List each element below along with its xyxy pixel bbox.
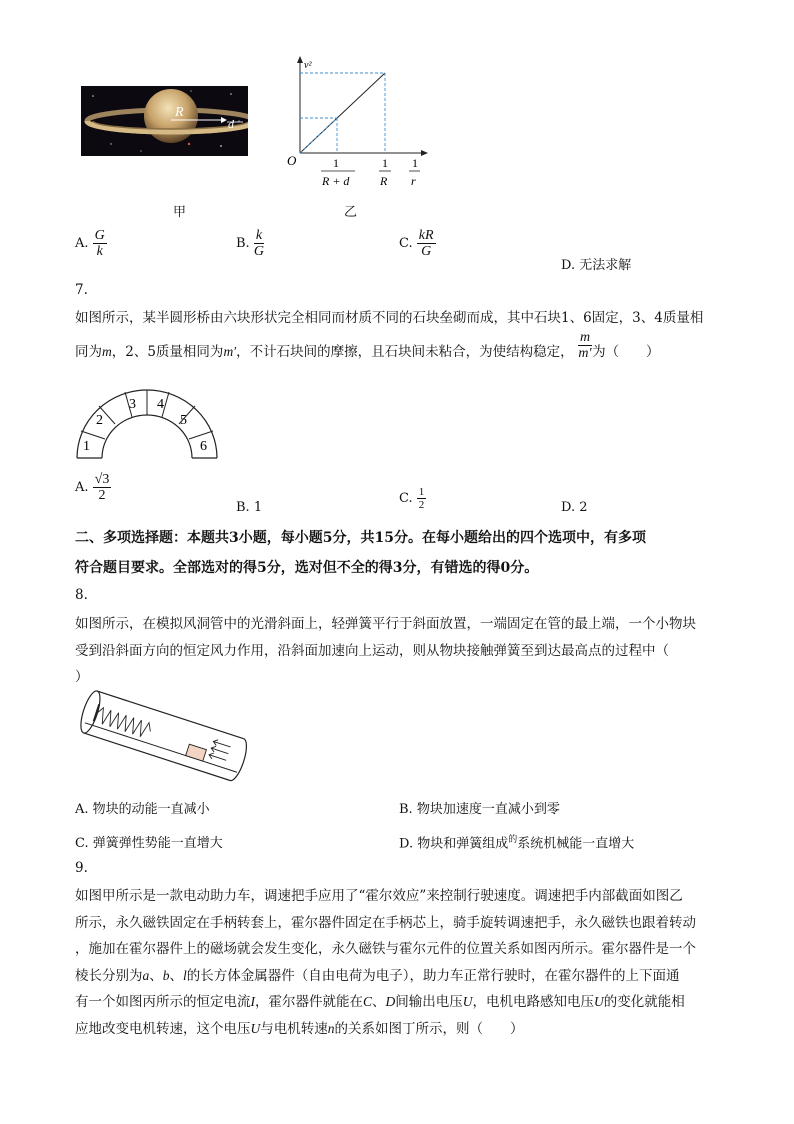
section2-header-line2: 符合题目要求。全部选对的得5分，选对但不全的得3分，有错选的得0分。 bbox=[75, 560, 539, 576]
q7-option-a-frac: $\frac{√3}{2}$ bbox=[94, 472, 110, 503]
q6-option-c-frac: $\frac{kR}{G}$ bbox=[418, 228, 434, 259]
block-6: 6 bbox=[200, 439, 207, 454]
q9-text-line5: 有一个如图丙所示的恒定电流I，霍尔器件就能在C、D间输出电压U，电机电路感知电压U的变化就能相 bbox=[75, 994, 685, 1010]
q9-text-line3: ，施加在霍尔器件上的磁场就会发生变化，永久磁铁与霍尔元件的位置关系如图丙所示。霍尔器件是一个 bbox=[75, 941, 696, 957]
q7-text-line1: 如图所示，某半圆形桥由六块形状完全相同而材质不同的石块垒砌而成，其中石块1、6固定，3、4质量相 bbox=[75, 310, 704, 326]
graph-x-axis-num: 1 bbox=[412, 156, 418, 170]
q7-option-d[interactable]: D. 2 bbox=[561, 500, 588, 515]
q9-text-line4: 棱长分别为a、b、l的长方体金属器件（自由电荷为电子），助力车正常行驶时，在霍尔器件的上下面通 bbox=[75, 968, 680, 984]
planet-label-r: R bbox=[175, 105, 184, 120]
q8-option-a[interactable]: A. 物块的动能一直减小 bbox=[75, 802, 210, 817]
graph-tick1-num: 1 bbox=[333, 156, 339, 170]
block-2: 2 bbox=[96, 413, 103, 428]
q9-number: 9. bbox=[75, 860, 88, 876]
planet-figure bbox=[81, 86, 248, 156]
q7-ratio-frac: $\frac{m}{m'}$ bbox=[578, 330, 592, 361]
q6-option-c[interactable]: C. $\frac{kR}{G}$ bbox=[399, 228, 434, 259]
q8-text-line1: 如图所示，在模拟风洞管中的光滑斜面上，轻弹簧平行于斜面放置，一端固定在管的最上端，一个小物块 bbox=[75, 616, 696, 632]
graph-x-axis-den: r bbox=[411, 174, 416, 188]
graph-tick1-den: R + d bbox=[322, 174, 350, 188]
wind-tunnel-figure bbox=[72, 688, 257, 788]
planet-label-d: d bbox=[228, 117, 234, 131]
q8-number: 8. bbox=[75, 587, 88, 603]
q7-option-b[interactable]: B. 1 bbox=[236, 500, 263, 515]
block-3: 3 bbox=[129, 397, 136, 412]
block-1: 1 bbox=[83, 439, 90, 454]
q8-option-c[interactable]: C. 弹簧弹性势能一直增大 bbox=[75, 836, 223, 851]
q7-option-c[interactable]: C. $\frac{1}{2}$ bbox=[399, 486, 425, 511]
q8-option-d[interactable]: D. 物块和弹簧组成$^的$系统机械能一直增大 bbox=[399, 835, 635, 852]
graph-figure bbox=[283, 55, 433, 195]
fig-label-yi: 乙 bbox=[344, 205, 358, 220]
block-5: 5 bbox=[180, 413, 187, 428]
q6-option-a-frac: $\frac{G}{k}$ bbox=[94, 228, 105, 259]
graph-origin-label: O bbox=[287, 153, 297, 168]
fig-label-jia: 甲 bbox=[173, 205, 187, 220]
q6-option-a[interactable]: A. $\frac{G}{k}$ bbox=[75, 228, 105, 259]
q8-text-line2: 受到沿斜面方向的恒定风力作用，沿斜面加速向上运动，则从物块接触弹簧至到达最高点的过程中（ bbox=[75, 643, 669, 659]
q6-option-b[interactable]: B. $\frac{k}{G}$ bbox=[236, 228, 264, 259]
arch-bridge-figure bbox=[75, 388, 220, 460]
q7-option-a[interactable]: A. $\frac{√3}{2}$ bbox=[75, 472, 110, 503]
q7-text-line2: 同为m，2、5质量相同为m′，不计石块间的摩擦，且石块间未粘合，为使结构稳定， $\frac{m}{m'}$ 为（ ） bbox=[75, 330, 660, 361]
graph-tick2-den: R bbox=[380, 174, 388, 188]
q6-option-d[interactable]: D. 无法求解 bbox=[561, 258, 632, 273]
q8-text-line3: ） bbox=[75, 669, 89, 685]
q9-text-line1: 如图甲所示是一款电动助力车，调速把手应用了“霍尔效应”来控制行驶速度。调速把手内部截面如图乙 bbox=[75, 888, 683, 904]
q9-text-line2: 所示，永久磁铁固定在手柄转套上，霍尔器件固定在手柄芯上，骑手旋转调速把手，永久磁铁也跟着转动 bbox=[75, 915, 696, 931]
graph-y-axis-label: v² bbox=[304, 60, 312, 71]
q9-text-line6: 应地改变电机转速，这个电压U与电机转速n的关系如图丁所示，则（ ） bbox=[75, 1021, 524, 1037]
section2-header-line1: 二、多项选择题：本题共3小题，每小题5分，共15分。在每小题给出的四个选项中，有多项 bbox=[75, 530, 646, 546]
graph-tick2-num: 1 bbox=[382, 156, 388, 170]
q7-number: 7. bbox=[75, 282, 88, 298]
block-4: 4 bbox=[157, 397, 164, 412]
q7-option-c-frac: $\frac{1}{2}$ bbox=[418, 486, 425, 511]
q6-option-b-frac: $\frac{k}{G}$ bbox=[253, 228, 264, 259]
q8-option-b[interactable]: B. 物块加速度一直减小到零 bbox=[399, 802, 560, 817]
